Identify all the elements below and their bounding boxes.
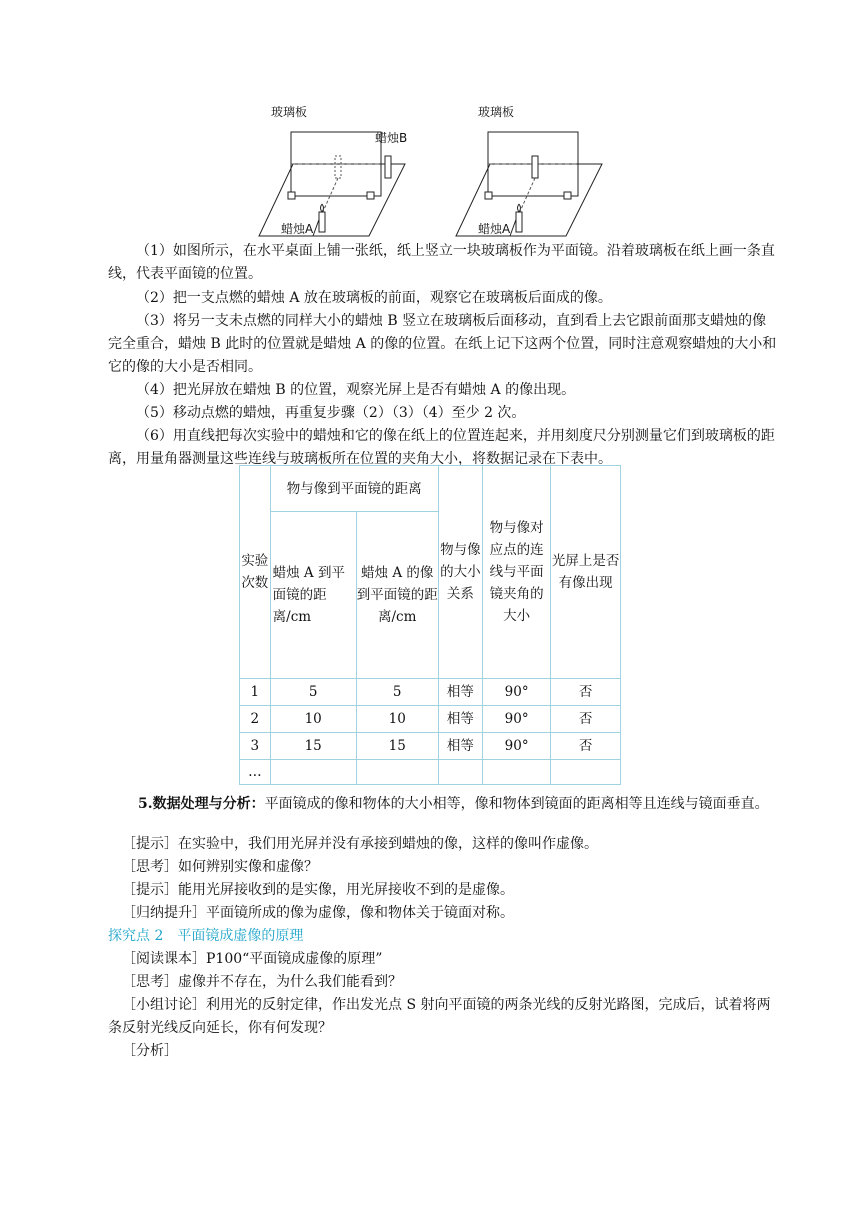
header-trial: 实验次数 (240, 466, 271, 679)
cell: 相等 (438, 733, 482, 760)
analysis-text: 平面镜成的像和物体的大小相等，像和物体到镜面的距离相等且连线与镜面垂直。 (264, 796, 769, 812)
note-hint-2 (108, 879, 780, 902)
header-angle: 物与像对应点的连线与平面镜夹角的大小 (483, 466, 551, 679)
cell: 90° (483, 706, 551, 733)
note-analysis (108, 1040, 780, 1063)
note-discussion (108, 994, 780, 1040)
step-1: （1）如图所示，在水平桌面上铺一张纸，纸上竖立一块玻璃板作为平面镜。沿着玻璃板在纸上画一条直线，代表平面镜的位置。 (108, 243, 775, 282)
section2-title: 探究点 2 平面镜成虚像的原理 (108, 928, 304, 944)
cell: 15 (356, 733, 438, 760)
figure-left (255, 96, 415, 250)
note-tag: ［思考］ (122, 859, 178, 875)
header-image-dist: 蜡烛 A 的像到平面镜的距离/cm (356, 512, 438, 679)
note-tag: ［归纳提升］ (122, 905, 206, 921)
analysis (108, 793, 780, 816)
ellipsis-cell: … (240, 760, 271, 785)
step-6: （6）用直线把每次实验中的蜡烛和它的像在纸上的位置连起来，并用刻度尺分别测量它们到玻璃板的距离，用量角器测量这些连线与玻璃板所在位置的夹角大小，将数据记录在下表中。 (108, 428, 775, 467)
cell: 5 (356, 679, 438, 706)
header-size: 物与像的大小关系 (438, 466, 482, 679)
figure-right (452, 96, 612, 250)
cell: 2 (240, 706, 271, 733)
glass-label: 玻璃板 (271, 105, 308, 119)
note-text: 能用光屏接收到的是实像，用光屏接收不到的是虚像。 (178, 882, 514, 898)
table-row (240, 760, 621, 785)
cell: 否 (551, 706, 621, 733)
header-candle-a-dist: 蜡烛 A 到平面镜的距离/cm (270, 512, 356, 679)
candle-a-label: 蜡烛A (478, 222, 511, 236)
note-hint-1 (108, 833, 780, 856)
cell: 否 (551, 733, 621, 760)
table-row (240, 706, 621, 733)
note-tag: ［思考］ (122, 974, 178, 990)
cell: 3 (240, 733, 271, 760)
cell: 1 (240, 679, 271, 706)
note-text: 在实验中，我们用光屏并没有承接到蜡烛的像，这样的像叫作虚像。 (178, 836, 598, 852)
cell: 10 (356, 706, 438, 733)
note-tag: ［分析］ (122, 1043, 178, 1059)
note-read (108, 948, 780, 971)
step-5: （5）移动点燃的蜡烛，再重复步骤（2）（3）（4）至少 2 次。 (136, 405, 526, 421)
data-table (239, 465, 621, 785)
note-tag: ［提示］ (122, 882, 178, 898)
analysis-label: 5.数据处理与分析： (138, 796, 265, 812)
table-row (240, 679, 621, 706)
note-text: 利用光的反射定律，作出发光点 S 射向平面镜的两条光线的反射光路图，完成后，试着将两条反射光线反向延长，你有何发现？ (108, 997, 771, 1036)
header-distance-group: 物与像到平面镜的距离 (270, 466, 438, 512)
step-2: （2）把一支点燃的蜡烛 A 放在玻璃板的前面，观察它在玻璃板后面成的像。 (136, 290, 612, 306)
note-tag: ［提示］ (122, 836, 178, 852)
cell: 相等 (438, 706, 482, 733)
cell: 相等 (438, 679, 482, 706)
note-text: P100“平面镜成虚像的原理” (206, 951, 383, 967)
cell: 90° (483, 733, 551, 760)
cell: 15 (270, 733, 356, 760)
table-row (240, 733, 621, 760)
note-text: 如何辨别实像和虚像？ (178, 859, 318, 875)
cell: 否 (551, 679, 621, 706)
step-3: （3）将另一支未点燃的同样大小的蜡烛 B 竖立在玻璃板后面移动，直到看上去它跟前面那支蜡烛的像完全重合，蜡烛 B 此时的位置就是蜡烛 A 的像的位置。在纸上记下这两个位置，同时注意观察蜡烛的大小和它的像的大小是否相同。 (108, 313, 777, 375)
step-4: （4）把光屏放在蜡烛 B 的位置，观察光屏上是否有蜡烛 A 的像出现。 (136, 382, 576, 398)
note-summary (108, 902, 780, 925)
candle-a-label: 蜡烛A (281, 222, 314, 236)
header-screen: 光屏上是否有像出现 (551, 466, 621, 679)
cell: 10 (270, 706, 356, 733)
cell: 5 (270, 679, 356, 706)
note-tag: ［阅读课本］ (122, 951, 206, 967)
glass-label: 玻璃板 (478, 105, 515, 119)
note-text: 虚像并不存在，为什么我们能看到？ (178, 974, 402, 990)
note-text: 平面镜所成的像为虚像，像和物体关于镜面对称。 (206, 905, 514, 921)
note-think-1 (108, 856, 780, 879)
candle-b-label: 蜡烛B (375, 131, 408, 145)
cell: 90° (483, 679, 551, 706)
note-tag: ［小组讨论］ (122, 997, 206, 1013)
note-think-2 (108, 971, 780, 994)
